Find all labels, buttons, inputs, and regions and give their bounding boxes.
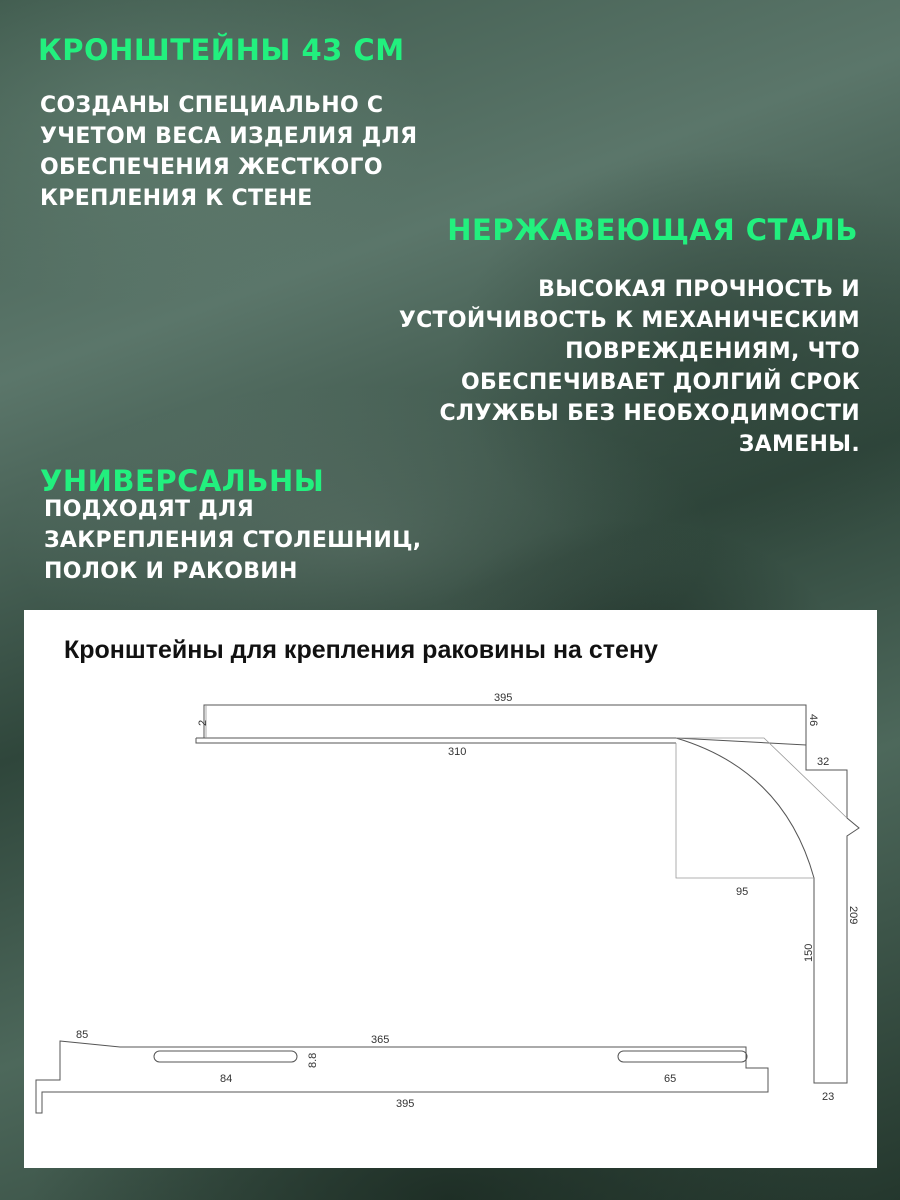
feature-text-line: ПОВРЕЖДЕНИЯМ, ЧТО [565, 339, 860, 364]
dim-corner-height: 46 [807, 714, 819, 727]
dim-vertical-total: 209 [847, 906, 859, 925]
dim-bottom-length: 395 [396, 1098, 415, 1110]
feature-text-3 [44, 494, 421, 587]
heading-stainless-steel: НЕРЖАВЕЮЩАЯ СТАЛЬ [447, 213, 858, 247]
top-bar-outline [204, 705, 806, 745]
feature-text-line: УЧЕТОМ ВЕСА ИЗДЕЛИЯ ДЛЯ [40, 124, 418, 149]
dim-slot-right-length: 65 [664, 1073, 677, 1085]
dim-bottom-tip: 85 [76, 1029, 89, 1041]
dim-inner-length: 310 [448, 746, 467, 758]
feature-text-line: ОБЕСПЕЧИВАЕТ ДОЛГИЙ СРОК [461, 370, 860, 395]
feature-text-line: УСТОЙЧИВОСТЬ К МЕХАНИЧЕСКИМ [398, 308, 860, 333]
dim-top-length: 395 [494, 692, 513, 704]
slot-right [618, 1051, 747, 1062]
feature-text-line: СЛУЖБЫ БЕЗ НЕОБХОДИМОСТИ [439, 401, 860, 426]
slot-left [154, 1051, 297, 1062]
feature-text-2 [399, 274, 860, 460]
dim-bottom-end: 23 [822, 1091, 835, 1103]
feature-text-line: ЗАМЕНЫ. [738, 432, 860, 457]
dim-bottom-inner-length: 365 [371, 1034, 390, 1046]
feature-text-line: ПОЛОК И РАКОВИН [44, 559, 298, 584]
heading-brackets-43cm: КРОНШТЕЙНЫ 43 СМ [38, 33, 405, 67]
corner-profile [676, 738, 859, 1083]
drawing-panel [24, 610, 877, 1168]
feature-text-line: ВЫСОКАЯ ПРОЧНОСТЬ И [538, 277, 860, 302]
feature-text-line: КРЕПЛЕНИЯ К СТЕНЕ [40, 186, 313, 211]
dim-slot-width: 8.8 [307, 1052, 319, 1068]
feature-text-line: СОЗДАНЫ СПЕЦИАЛЬНО С [40, 93, 384, 118]
dim-curve-width: 95 [736, 886, 749, 898]
bracket-drawing [24, 610, 877, 1168]
construction-lines [206, 705, 847, 878]
feature-text-line: ПОДХОДЯТ ДЛЯ [44, 497, 254, 522]
dim-vertical-inner: 150 [803, 943, 815, 962]
feature-text-1 [40, 90, 417, 214]
feature-text-line: ЗАКРЕПЛЕНИЯ СТОЛЕШНИЦ, [44, 528, 422, 553]
dim-slot-left-length: 84 [220, 1073, 233, 1085]
bracket-outline [36, 705, 859, 1113]
dim-top-thickness: 2 [197, 719, 209, 726]
top-bar-lip [196, 738, 676, 743]
feature-text-line: ОБЕСПЕЧЕНИЯ ЖЕСТКОГО [40, 155, 383, 180]
dim-corner-width: 32 [817, 756, 830, 768]
heading-universal: УНИВЕРСАЛЬНЫ [40, 464, 325, 498]
diagram-title: Кронштейны для крепления раковины на стену [64, 636, 658, 664]
